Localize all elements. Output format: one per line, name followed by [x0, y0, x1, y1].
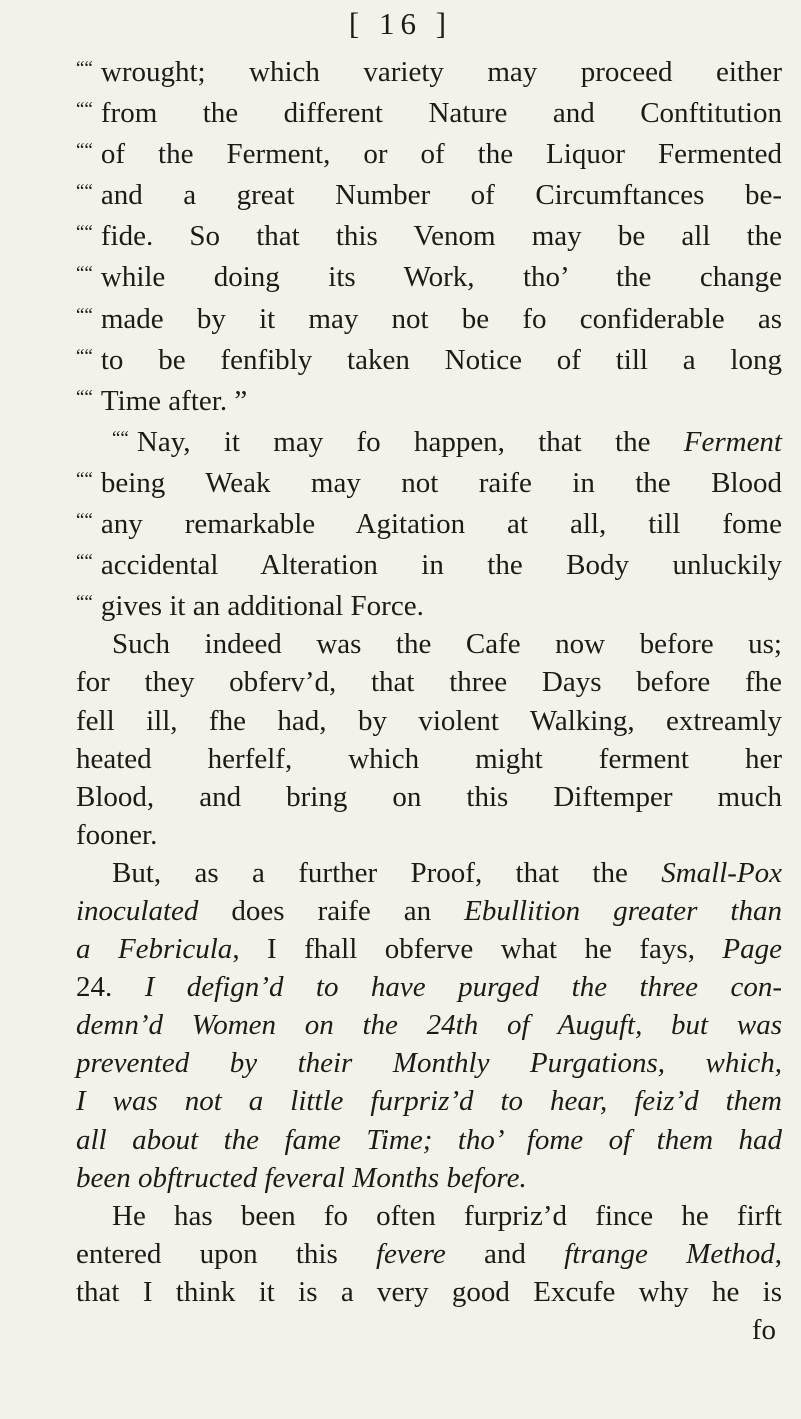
line-text: Blood, and bring on this Diftemper much [76, 780, 782, 813]
body-text [76, 50, 782, 1349]
line-text: prevented by their Monthly Purgations, which, [76, 1047, 782, 1080]
quote-mark: ““ [76, 551, 93, 573]
line-text: fide. So that this Venom may be all the [100, 220, 782, 253]
text-line [76, 255, 782, 296]
quote-mark: ““ [76, 222, 93, 244]
line-text: Such indeed was the Cafe now before us; [112, 628, 782, 661]
quote-mark: ““ [76, 181, 93, 203]
line-text: Nay, it may fo happen, that the Ferment [136, 425, 782, 458]
line-text: being Weak may not raife in the Blood [100, 466, 782, 499]
line-text: been obftructed feveral Months before. [76, 1161, 527, 1194]
line-text: and a great Number of Circumftances be- [100, 179, 782, 212]
text-line [76, 702, 782, 740]
text-line [76, 1082, 782, 1120]
line-text: gives it an additional Force. [100, 590, 424, 623]
quote-mark: ““ [76, 592, 93, 614]
text-line [76, 740, 782, 778]
text-line [76, 1197, 782, 1235]
line-text: all about the fame Time; tho’ fome of them had [76, 1123, 782, 1156]
quote-mark: ““ [76, 468, 93, 490]
text-line [76, 461, 782, 502]
text-line [76, 502, 782, 543]
line-text: fooner. [76, 818, 158, 851]
line-text: But, as a further Proof, that the Small-Pox [112, 856, 782, 889]
text-line [76, 816, 782, 854]
line-text: entered upon this fevere and ftrange Method, [76, 1237, 783, 1270]
catchword: fo [751, 1314, 776, 1346]
line-text: demn’d Women on the 24th of Auguft, but was [76, 1009, 782, 1042]
line-text: inoculated does raife an Ebullition greater than [76, 894, 782, 927]
line-text: made by it may not be fo confiderable as [100, 302, 782, 335]
text-line [76, 379, 782, 420]
text-line [76, 1235, 782, 1273]
quote-mark: ““ [76, 140, 93, 162]
text-line [76, 930, 782, 968]
text-line [76, 132, 782, 173]
text-line [76, 50, 782, 91]
line-text: while doing its Work, tho’ the change [100, 261, 782, 294]
text-line [76, 1159, 782, 1197]
text-line [76, 854, 782, 892]
text-line [76, 91, 782, 132]
page-number: [ 16 ] [348, 6, 453, 41]
quote-mark: ““ [76, 345, 93, 367]
line-text: for they obferv’d, that three Days before fhe [76, 666, 782, 699]
text-line [76, 1273, 782, 1311]
text-line [76, 1044, 782, 1082]
line-text: I was not a little furpriz’d to hear, feiz’d them [76, 1085, 782, 1118]
line-text: Time after. ” [100, 384, 248, 417]
quote-mark: ““ [76, 510, 93, 532]
text-line [76, 584, 782, 625]
text-line [76, 892, 782, 930]
text-line [76, 173, 782, 214]
line-text: 24. I defign’d to have purged the three con- [76, 971, 782, 1004]
line-text: from the different Nature and Conftitution [100, 97, 782, 130]
text-line [76, 1121, 782, 1159]
text-line [76, 214, 782, 255]
line-text: accidental Alteration in the Body unluckily [100, 549, 782, 582]
text-line [76, 625, 782, 663]
quote-mark: ““ [112, 427, 129, 449]
line-text: heated herfelf, which might ferment her [76, 742, 782, 775]
line-text: to be fenfibly taken Notice of till a long [100, 343, 782, 376]
quote-mark: ““ [76, 386, 93, 408]
line-text: He has been fo often furpriz’d fince he firft [112, 1199, 782, 1232]
line-text: that I think it is a very good Excufe why he is [76, 1275, 782, 1308]
line-text: a Febricula, I fhall obferve what he fays, Page [76, 933, 782, 966]
text-line [76, 297, 782, 338]
text-line [76, 543, 782, 584]
text-line [76, 968, 782, 1006]
line-text: wrought; which variety may proceed either [100, 56, 782, 88]
line-text: of the Ferment, or of the Liquor Fermented [100, 138, 782, 171]
text-line [76, 338, 782, 379]
quote-mark: ““ [76, 304, 93, 326]
line-text: fell ill, fhe had, by violent Walking, extreamly [76, 704, 782, 737]
text-line [76, 663, 782, 701]
text-line [76, 778, 782, 816]
quote-mark: ““ [76, 263, 93, 285]
text-line [76, 420, 782, 461]
text-line [76, 1006, 782, 1044]
quote-mark: ““ [76, 58, 93, 79]
line-text: any remarkable Agitation at all, till fome [100, 508, 782, 541]
quote-mark: ““ [76, 99, 93, 121]
